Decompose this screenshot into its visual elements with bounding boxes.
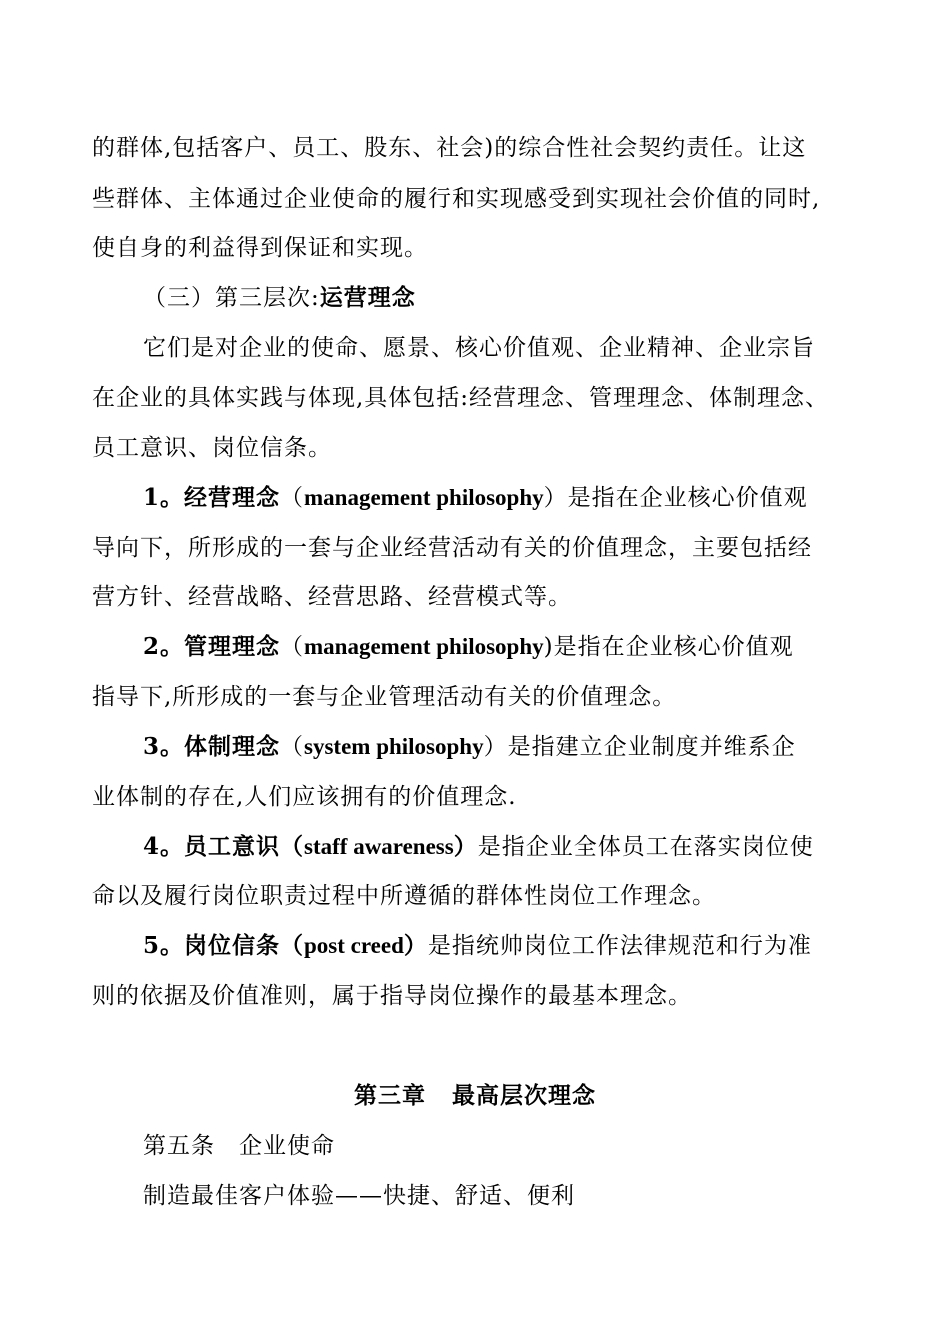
item-3-english: system philosophy — [304, 734, 484, 759]
item-2-english: management philosophy — [304, 634, 544, 659]
item-2-title: 2。管理理念 — [143, 633, 281, 660]
article-label: 第五条 企业使命 — [143, 1133, 335, 1159]
item-5-text: 是指统帅岗位工作法律规范和行为准 — [427, 933, 812, 959]
item-4-line-1 — [143, 832, 814, 862]
item-4-close-paren: ） — [453, 833, 478, 860]
item-3-line-2: 业体制的存在,人们应该拥有的价值理念. — [92, 784, 517, 810]
paragraph-line: 在企业的具体实践与体现,具体包括:经营理念、管理理念、体制理念、 — [92, 385, 830, 411]
chapter-title: 最高层次理念 — [452, 1083, 596, 1109]
item-1-title: 1。经营理念 — [143, 484, 281, 511]
paragraph-line: 它们是对企业的使命、愿景、核心价值观、企业精神、企业宗旨 — [143, 335, 815, 361]
item-5-line-2: 则的依据及价值准则，属于指导岗位操作的最基本理念。 — [92, 983, 692, 1009]
paragraph-line: 员工意识、岗位信条。 — [92, 435, 332, 461]
item-2-line-2: 指导下,所形成的一套与企业管理活动有关的价值理念。 — [92, 684, 677, 710]
chapter-heading — [0, 1081, 950, 1111]
item-2-line-1 — [143, 632, 794, 662]
item-5-title: 5。岗位信条（ — [143, 932, 305, 959]
item-4-title: 4。员工意识（ — [143, 833, 305, 860]
item-3-title: 3。体制理念 — [143, 733, 281, 760]
item-3-text: ）是指建立企业制度并维系企 — [483, 734, 796, 760]
item-5-line-1 — [143, 931, 812, 961]
item-1-line-2: 导向下，所形成的一套与企业经营活动有关的价值理念，主要包括经 — [92, 535, 812, 561]
paragraph-line: 的群体,包括客户、员工、股东、社会)的综合性社会契约责任。让这 — [92, 135, 807, 161]
item-1-text: ）是指在企业核心价值观 — [543, 485, 808, 511]
paragraph-line: 使自身的利益得到保证和实现。 — [92, 235, 428, 261]
item-3-line-1 — [143, 732, 796, 762]
section-heading-prefix: （三）第三层次: — [143, 285, 320, 311]
item-2-open-paren: （ — [280, 634, 305, 660]
item-1-open-paren: （ — [280, 485, 305, 511]
item-4-english: staff awareness — [304, 834, 454, 859]
section-heading-level3 — [143, 283, 416, 313]
chapter-number: 第三章 — [354, 1083, 426, 1109]
item-3-open-paren: （ — [280, 734, 305, 760]
item-1-english: management philosophy — [304, 485, 544, 510]
item-1-line-1 — [143, 483, 808, 513]
paragraph-line: 些群体、主体通过企业使命的履行和实现感受到实现社会价值的同时, — [92, 186, 821, 212]
item-5-close-paren: ） — [403, 932, 428, 959]
section-heading-title: 运营理念 — [319, 284, 416, 311]
item-1-line-3: 营方针、经营战略、经营思路、经营模式等。 — [92, 584, 572, 610]
article-text: 制造最佳客户体验——快捷、舒适、便利 — [143, 1183, 575, 1209]
item-4-text: 是指企业全体员工在落实岗位使 — [477, 834, 814, 860]
item-4-line-2: 命以及履行岗位职责过程中所遵循的群体性岗位工作理念。 — [92, 883, 716, 909]
item-5-english: post creed — [304, 933, 404, 958]
item-2-text: )是指在企业核心价值观 — [543, 634, 794, 660]
